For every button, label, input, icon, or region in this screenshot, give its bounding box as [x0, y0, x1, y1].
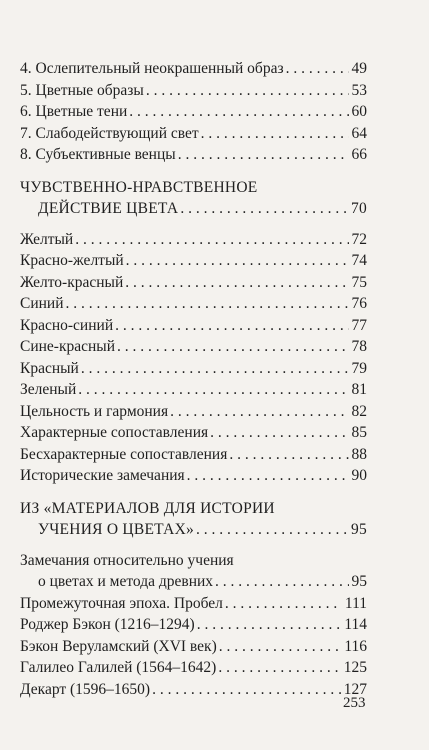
section-heading-page: 70 — [351, 200, 367, 217]
toc-entry — [20, 401, 367, 423]
dot-leader — [66, 293, 349, 315]
toc-entry-title: Красно-желтый — [20, 252, 124, 269]
section-heading-line1: ИЗ «МАТЕРИАЛОВ ДЛЯ ИСТОРИИ — [20, 499, 275, 517]
dot-leader — [115, 315, 348, 337]
toc-entry-title: Сине-красный — [20, 338, 116, 355]
dot-leader — [210, 422, 348, 444]
toc-entry — [20, 315, 367, 337]
toc-entry-title: Красно-синий — [20, 316, 114, 334]
toc-entry-title: 6. Цветные тени — [20, 103, 128, 120]
toc-entry — [20, 614, 367, 636]
toc-entry — [20, 444, 367, 466]
toc-entry-page: 95 — [351, 573, 367, 590]
toc-entry — [20, 636, 367, 658]
toc-entry-page: 75 — [351, 273, 367, 291]
toc-entry-title: о цветах и метода древних — [38, 573, 214, 590]
toc-entry — [20, 593, 367, 615]
toc-entry — [20, 123, 367, 145]
dot-leader — [170, 401, 348, 423]
toc-entry-page: 127 — [343, 680, 367, 698]
toc-entry-page: 66 — [351, 146, 367, 163]
toc-entry-title: 7. Слабодействующий свет — [20, 124, 199, 142]
toc-entry — [20, 358, 367, 380]
toc-entry-page: 111 — [344, 594, 367, 612]
dot-leader — [219, 636, 342, 658]
toc-entry-page: 88 — [351, 445, 367, 463]
toc-entry-page: 49 — [351, 60, 367, 77]
dot-leader — [218, 657, 340, 679]
dot-leader — [126, 250, 349, 272]
toc-entry-title: 4. Ослепительный неокрашенный образ — [20, 60, 284, 77]
toc-entry-page: 114 — [344, 616, 367, 633]
toc-entry-title: Желтый — [20, 230, 74, 248]
toc-entry-page: 77 — [351, 316, 367, 334]
toc-entry — [20, 80, 367, 102]
toc-entry — [20, 657, 367, 679]
toc-entry — [20, 144, 367, 166]
dot-leader — [146, 80, 349, 102]
toc-entry-page: 90 — [351, 467, 367, 484]
toc-entry — [20, 422, 367, 444]
toc-entry-title: Исторические замечания — [20, 467, 185, 484]
section-heading — [20, 177, 367, 220]
toc-entry-page: 125 — [343, 659, 367, 676]
dot-leader — [197, 614, 342, 636]
toc-entry — [20, 465, 367, 487]
section-heading-line2-text: ДЕЙСТВИЕ ЦВЕТА — [38, 200, 179, 217]
toc-entry-multiline-first — [20, 550, 367, 572]
toc-entry-title: Желто-красный — [20, 273, 124, 291]
section-heading-line1: ЧУВСТВЕННО-НРАВСТВЕННОЕ — [20, 178, 258, 196]
toc-entry-page: 78 — [351, 338, 367, 355]
toc-entry-title: Декарт (1596–1650) — [20, 680, 151, 698]
toc-entry-multiline-second — [20, 571, 367, 593]
dot-leader — [178, 144, 349, 166]
toc-entry — [20, 272, 367, 294]
section-heading-page: 95 — [351, 521, 367, 538]
toc-entry — [20, 293, 367, 315]
toc-entry-title: Бэкон Веруламский (XVI век) — [20, 637, 217, 655]
toc-entry-title: Зеленый — [20, 381, 77, 398]
toc-entry-page: 81 — [351, 381, 367, 398]
toc-entry-page: 116 — [344, 637, 367, 655]
toc-entry-title: Промежуточная эпоха. Пробел — [20, 594, 223, 612]
toc-entry-title: Галилео Галилей (1564–1642) — [20, 659, 217, 676]
toc-entry-title: Бесхарактерные сопоставления — [20, 445, 228, 463]
toc-entry-page: 79 — [351, 359, 367, 377]
section-heading-line2 — [20, 198, 367, 220]
section-heading — [20, 498, 367, 541]
dot-leader — [201, 123, 349, 145]
toc-entry-title: 5. Цветные образы — [20, 81, 144, 99]
dot-leader — [286, 58, 349, 80]
dot-leader — [215, 571, 348, 593]
toc-entry-title: Роджер Бэкон (1216–1294) — [20, 616, 195, 633]
toc-entry — [20, 101, 367, 123]
dot-leader — [180, 198, 348, 220]
toc-entry-page: 72 — [351, 230, 367, 248]
toc-entry-page: 53 — [351, 81, 367, 99]
section-spacer — [20, 166, 367, 177]
toc-entry — [20, 679, 367, 701]
page-number: 253 — [343, 695, 366, 711]
dot-leader — [152, 679, 341, 701]
toc-entry-page: 76 — [351, 295, 367, 312]
section-spacer — [20, 487, 367, 498]
dot-leader — [225, 593, 342, 615]
toc-entry-page: 64 — [351, 124, 367, 142]
dot-leader — [75, 229, 348, 251]
toc-entry — [20, 229, 367, 251]
toc-entry-title: 8. Субъективные венцы — [20, 146, 176, 163]
toc-entry-page: 85 — [351, 424, 367, 441]
dot-leader — [117, 336, 348, 358]
toc-entry-title: Замечания относительно учения — [20, 551, 234, 569]
toc-entry-title: Синий — [20, 295, 64, 312]
toc-entry-page: 60 — [351, 103, 367, 120]
toc-entry — [20, 58, 367, 80]
section-spacer — [20, 541, 367, 550]
dot-leader — [187, 465, 349, 487]
dot-leader — [129, 101, 348, 123]
dot-leader — [229, 444, 348, 466]
toc-entry-title: Цельность и гармония — [20, 402, 169, 420]
toc-entry-page: 74 — [351, 252, 367, 269]
dot-leader — [125, 272, 348, 294]
toc-entry — [20, 336, 367, 358]
toc-entry-title: Характерные сопоставления — [20, 424, 209, 441]
toc-entry-title: Красный — [20, 359, 79, 377]
toc-entry — [20, 379, 367, 401]
toc-entry — [20, 250, 367, 272]
toc-entry-page: 82 — [351, 402, 367, 420]
dot-leader — [78, 379, 348, 401]
dot-leader — [81, 358, 349, 380]
section-heading-line2-text: УЧЕНИЯ О ЦВЕТАХ» — [38, 521, 195, 538]
section-heading-line2 — [20, 519, 367, 541]
section-spacer — [20, 220, 367, 229]
table-of-contents — [20, 58, 367, 700]
dot-leader — [196, 519, 348, 541]
